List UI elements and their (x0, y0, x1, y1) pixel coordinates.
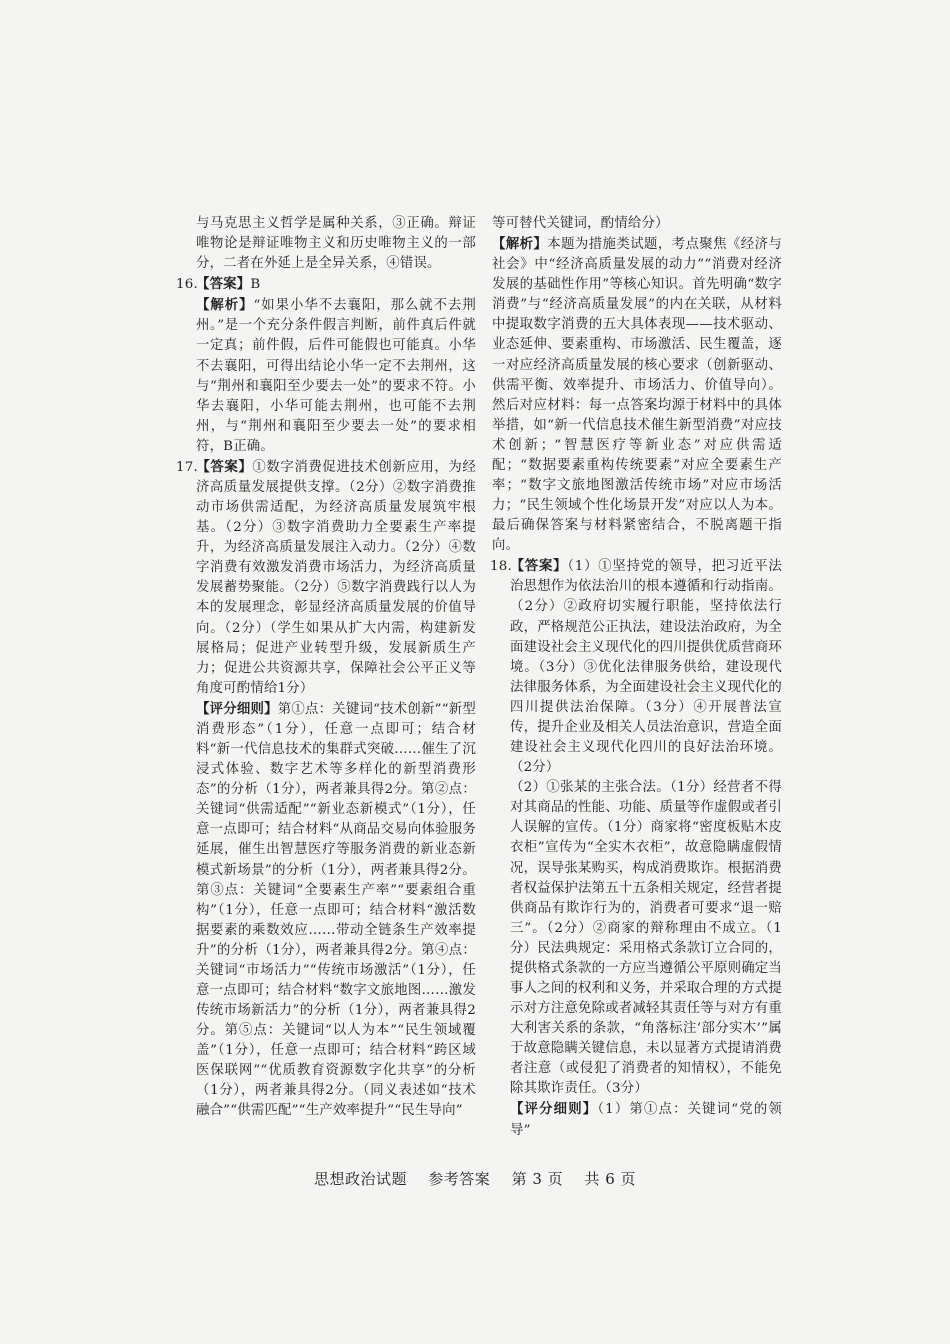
q17-analysis: 本题为措施类试题，考点聚焦《经济与社会》中“经济高质量发展的动力”“消费对经济发展的基础性作用”等核心知识。首先明确“数字消费”与“经济高质量发展”的内在关联，从材料中提取数字消费的五大具体表现——技术驱动、业态延伸、要素重构、市场激活、民生覆盖，逐一对应经济高质量发展的核心要求（创新驱动、供需平衡、效率提升、市场活力、价值导向）。然后对应材料：每一点答案均源于材料中的具体举措，如“新一代信息技术催生新型消费”对应技术创新；“智慧医疗等新业态”对应供需适配；“数据要素重构传统要素”对应全要素生产率；“数字文旅地图激活传统市场”对应市场活力；“民生领域个性化场景开发”对应以人为本。最后确保答案与材料紧密结合，不脱离题干指向。 (492, 237, 782, 554)
q17-rubric: 第①点：关键词“技术创新”“新型消费形态”（1分），任意一点即可；结合材料“新一代信息技术的集群式突破……催生了沉浸式体验、数字艺术等多样化的新型消费形态”的分析（1分），两者兼具得2分。第②点：关键词“供需适配”“新业态新模式”（1分），任意一点即可；结合材料“从商品交易向体验服务延展，催生出智慧医疗等服务消费的新业态新模式新场景”的分析（1分），两者兼具得2分。第③点：关键词“全要素生产率”“要素组合重构”（1分），任意一点即可；结合材料“激活数据要素的乘数效应……带动全链条生产效率提升”的分析（1分），两者兼具得2分。第④点：关键词“市场活力”“传统市场激活”（1分），任意一点即可；结合材料“数字文旅地图……激发传统市场新活力”的分析（1分），两者兼具得2分。第⑤点：关键词“以人为本”“民生领域覆盖”（1分），任意一点即可；结合材料“跨区域医保联网”“优质教育资源数字化共享”的分析（1分），两者兼具得2分。（同义表述如“技术融合”“供需匹配”“生产效率提升”“民生导向” (196, 701, 476, 1119)
page-footer (0, 1168, 950, 1189)
q16-block (178, 274, 476, 457)
right-column (492, 214, 782, 1141)
q18-answer-tag: 【答案】 (510, 558, 568, 575)
q17-analysis-tag: 【解析】 (492, 236, 548, 253)
q16-analysis-line (196, 295, 476, 457)
q16-number: 16. (176, 277, 198, 293)
q18-answer-part2: （2）①张某的主张合法。（1分）经营者不得对其商品的性能、功能、质量等作虚假或者引人误解的宣传。（1分）商家将“密度板贴木皮衣柜”宣传为“全实木衣柜”，故意隐瞒虚假情况，误导张某购买，构成消费欺诈。根据消费者权益保护法第五十五条相关规定，经营者提供商品有欺诈行为的，消费者可要求“退一赔三”。（2分）②商家的辩称理由不成立。（1分）民法典规定：采用格式条款订立合同的，提供格式条款的一方应当遵循公平原则确定当事人之间的权利和义务，并采取合理的方式提示对方注意免除或者减轻其责任等与对方有重大利害关系的条款，“角落标注‘部分实木’”属于故意隐瞒关键信息，未以显著方式提请消费者注意（或侵犯了消费者的知情权），不能免除其欺诈责任。（3分） (510, 780, 782, 1097)
q16-answer: B (250, 277, 261, 293)
q17-rubric-continuation-text: 等可替代关键词，酌情给分） (492, 216, 669, 231)
q17-block (178, 457, 476, 1122)
q15-continuation (178, 214, 476, 274)
footer-subject: 思想政治试题 (313, 1170, 407, 1188)
q16-analysis: “如果小华不去襄阳，那么就不去荆州。”是一个充分条件假言判断，前件真后件就一定真；前件假，后件可能假也可能真。小华不去襄阳，可得出结论小华一定不去荆州，这与“荆州和襄阳至少要去一处”的要求不符。小华去襄阳，小华可能去荆州，也可能不去荆州，与“荆州和襄阳至少要去一处”的要求相符，B正确。 (196, 298, 476, 454)
q18-rubric-tag: 【评分细则】 (510, 1101, 598, 1118)
q18-number: 18. (490, 559, 512, 575)
q18-block (492, 556, 782, 1140)
footer-page: 第 3 页 (511, 1170, 564, 1188)
q17-answer: ①数字消费促进技术创新应用，为经济高质量发展提供支撑。（2分）②数字消费推动市场供需适配，为经济高质量发展筑牢根基。（2分）③数字消费助力全要素生产率提升，为经济高质量发展注入动力。（2分）④数字消费有效激发消费市场活力，为经济高质量发展蓄势聚能。（2分）⑤数字消费践行以人为本的发展理念，彰显经济高质量发展的价值导向。（2分）（学生如果从扩大内需，构建新发展格局；促进产业转型升级，发展新质生产力；促进公共资源共享，保障社会公平正义等角度可酌情给1分） (196, 459, 476, 696)
q17-rubric-tag: 【评分细则】 (196, 700, 278, 717)
q15-continuation-text: 与马克思主义哲学是属种关系，③正确。辩证唯物论是辩证唯物主义和历史唯物主义的一部分，二者在外延上是全异关系，④错误。 (196, 216, 476, 272)
q17-rubric-continuation (492, 214, 782, 234)
q16-answer-tag: 【答案】 (196, 276, 251, 293)
footer-doc-type: 参考答案 (428, 1170, 491, 1188)
q17-analysis-block (492, 234, 782, 556)
q18-rubric-line (510, 1099, 782, 1140)
q18-answer-part1: （1）①坚持党的领导，把习近平法治思想作为依法治川的根本遵循和行动指南。（2分）②政府切实履行职能，坚持依法行政，严格规范公正执法，建设法治政府，为全面建设社会主义现代化的四川提供优质营商环境。（3分）③优化法律服务供给，建设现代法律服务体系，为全面建设社会主义现代化的四川提供法治保障。（3分）④开展普法宣传，提升企业及相关人员法治意识，营造全面建设社会主义现代化四川的良好法治环境。（2分） (510, 559, 782, 776)
q16-analysis-tag: 【解析】 (196, 297, 254, 314)
q17-answer-tag: 【答案】 (196, 458, 253, 475)
footer-total: 共 6 页 (584, 1170, 637, 1188)
q18-rubric: （1）第①点：关键词“党的领导” (510, 1102, 782, 1138)
q17-rubric-line (196, 699, 476, 1122)
left-column (178, 214, 476, 1122)
q17-number: 17. (176, 459, 198, 475)
